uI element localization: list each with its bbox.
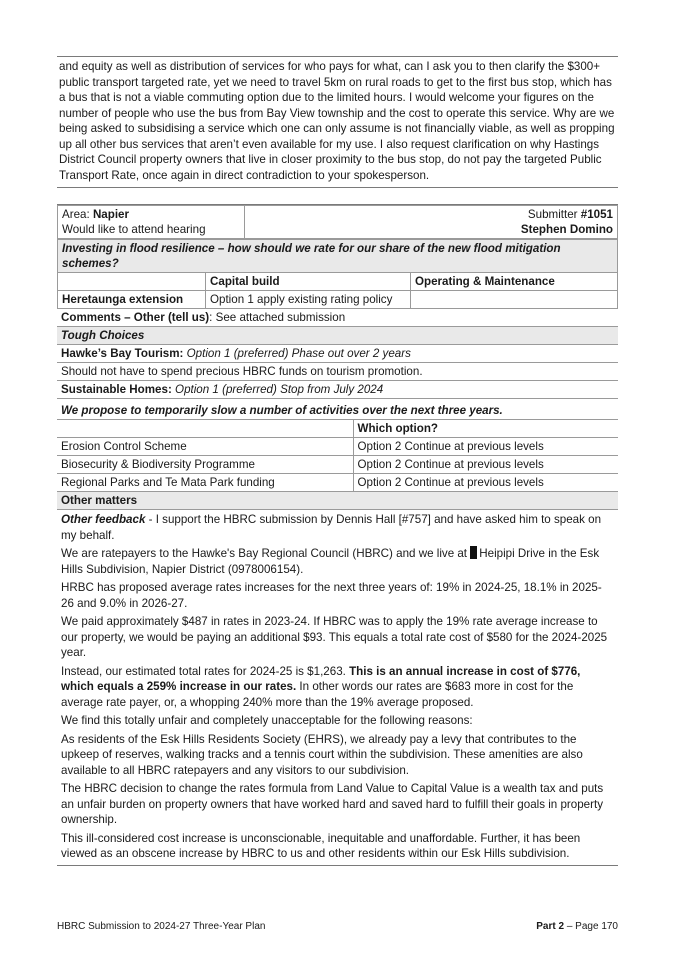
area-value: Napier bbox=[92, 208, 130, 221]
flood-row-label: Heretaunga extension bbox=[58, 291, 206, 309]
comments-label: Comments – Other (tell us) bbox=[61, 311, 210, 324]
unfair-paragraph: We find this totally unfair and completely unacceptable for the following reasons: bbox=[61, 714, 473, 727]
homes-value: Option 1 (preferred) Stop from July 2024 bbox=[171, 383, 384, 396]
instead-paragraph: Instead, our estimated total rates for 2024-25 is $1,263. This is an annual increase in cost of $776, which equals a 259% increase in our rates. In other words our rates are $683 more in cost for the average rate payer, or, a whopping 240% more than the 19% average proposed. bbox=[61, 664, 581, 709]
bottom-rule bbox=[57, 865, 618, 866]
ehrs-paragraph: As residents of the Esk Hills Residents Society (EHRS), we already pay a levy that contributes to the upkeep of reserves, walking tracks and a tennis court within the subdivision. These amenities are also available to all HBRC ratepayers and any visitors to our subdivision. bbox=[61, 732, 583, 777]
table-row bbox=[57, 474, 618, 492]
table-row bbox=[57, 438, 618, 456]
page-content bbox=[57, 56, 618, 866]
tourism-value: Option 1 (preferred) Phase out over 2 years bbox=[183, 347, 411, 360]
activity-cell: Erosion Control Scheme bbox=[57, 438, 353, 456]
footer-page-number: Part 2 – Page 170 bbox=[536, 921, 618, 932]
paid-paragraph: We paid approximately $487 in rates in 2023-24. If HBRC was to apply the 19% rate average increase to our property, we would be paying an additional $93. This equals a total rate cost of $580 for the 2024-2025 year. bbox=[61, 615, 608, 659]
tourism-row bbox=[57, 345, 618, 363]
hearing-text: Would like to attend hearing bbox=[62, 223, 206, 236]
flood-table bbox=[57, 239, 618, 309]
tough-choices-heading: Tough Choices bbox=[57, 327, 618, 345]
other-feedback-label: Other feedback bbox=[61, 513, 146, 526]
other-matters-heading: Other matters bbox=[57, 492, 618, 510]
other-matters-body bbox=[57, 512, 618, 862]
area-label: Area: bbox=[62, 208, 93, 221]
flood-row-capital: Option 1 apply existing rating policy bbox=[206, 291, 411, 309]
flood-col-operating: Operating & Maintenance bbox=[411, 273, 618, 291]
comments-row bbox=[57, 309, 618, 327]
redaction-mark bbox=[470, 546, 477, 559]
table-row bbox=[57, 456, 618, 474]
flood-row-operating bbox=[411, 291, 618, 309]
homes-row bbox=[57, 381, 618, 399]
flood-question: Investing in flood resilience – how should we rate for our share of the new flood mitigation schemes? bbox=[58, 240, 618, 273]
slow-header-blank bbox=[57, 420, 353, 438]
comments-text: : See attached submission bbox=[209, 311, 346, 324]
submitter-number: #1051 bbox=[580, 208, 613, 221]
page-footer bbox=[57, 919, 618, 935]
submitter-cell bbox=[245, 206, 618, 239]
area-cell bbox=[58, 206, 245, 239]
other-feedback-paragraph: Other feedback - I support the HBRC submission by Dennis Hall [#757] and have asked him to speak on my behalf. bbox=[61, 513, 602, 542]
flood-header-blank bbox=[58, 273, 206, 291]
option-cell: Option 2 Continue at previous levels bbox=[353, 438, 618, 456]
activity-cell: Biosecurity & Biodiversity Programme bbox=[57, 456, 353, 474]
slow-activities-table bbox=[57, 402, 618, 492]
slow-question: We propose to temporarily slow a number of activities over the next three years. bbox=[57, 402, 618, 420]
flood-col-capital: Capital build bbox=[206, 273, 411, 291]
option-cell: Option 2 Continue at previous levels bbox=[353, 474, 618, 492]
ratepayers-paragraph: We are ratepayers to the Hawke's Bay Regional Council (HBRC) and we live at Heipipi Drive in the Esk Hills Subdivision, Napier District (0978006154). bbox=[61, 547, 600, 576]
continuation-text: and equity as well as distribution of services for who pays for what, can I ask you to then clarify the $300+ public transport targeted rate, yet we need to travel 5km on rural roads to get to the first bus stop, which has a bus that is not a viable commuting option due to the limited hours. I would welcome your figures on the number of people who use the bus from Bay View township and the cost to operate this service. Why are we being asked to subsidising a service which one can only assume is not financially viable, as well as propping up all other bus services that aren’t even available for my use. I also request clarification on why Hastings District Council property owners that live in closer proximity to the bus stop, do not pay the targeted Public Transport Rate, once again in direct contradiction to your spokesperson. bbox=[59, 60, 615, 182]
slow-col-option: Which option? bbox=[353, 420, 618, 438]
submission-header-table bbox=[57, 205, 618, 239]
homes-label: Sustainable Homes: bbox=[61, 383, 172, 396]
wealth-tax-paragraph: The HBRC decision to change the rates formula from Land Value to Capital Value is a wealth tax and puts an unfair burden on property owners that have worked hard and saved hard to fulfill their goals in property ownership. bbox=[61, 782, 604, 826]
ill-considered-paragraph: This ill-considered cost increase is unconscionable, inequitable and unaffordable. Further, it has been viewed as an obscene increase by HBRC to us and other residents within our Esk Hills subdivision. bbox=[61, 831, 581, 860]
tourism-label: Hawke’s Bay Tourism: bbox=[61, 347, 184, 360]
submitter-label: Submitter bbox=[527, 208, 581, 221]
submitter-name: Stephen Domino bbox=[520, 223, 613, 236]
continuation-block bbox=[57, 57, 618, 187]
activity-cell: Regional Parks and Te Mata Park funding bbox=[57, 474, 353, 492]
tourism-comment: Should not have to spend precious HBRC funds on tourism promotion. bbox=[57, 363, 618, 381]
option-cell: Option 2 Continue at previous levels bbox=[353, 456, 618, 474]
footer-left: HBRC Submission to 2024-27 Three-Year Plan bbox=[57, 921, 266, 932]
proposed-increase-paragraph: HRBC has proposed average rates increases for the next three years of: 19% in 2024-25, 18.1% in 2025-26 and 9.0% in 2026-27. bbox=[61, 581, 602, 610]
